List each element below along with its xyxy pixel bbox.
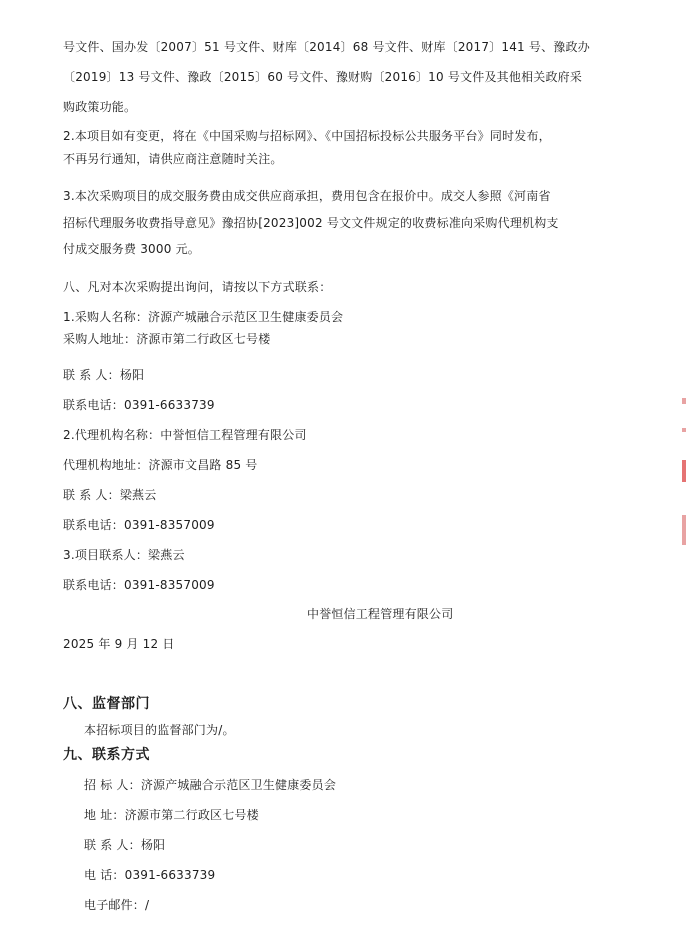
paragraph-line: 号文件、国办发〔2007〕51 号文件、财库〔2014〕68 号文件、财库〔2017〕141 号、豫政办 — [63, 40, 590, 54]
paragraph-line: 3.本次采购项目的成交服务费由成交供应商承担，费用包含在报价中。成交人参照《河南省 — [63, 189, 551, 203]
project-contact: 3.项目联系人：梁燕云 — [63, 548, 185, 562]
edge-mark — [682, 515, 686, 545]
contact-tenderer: 招 标 人：济源产城融合示范区卫生健康委员会 — [84, 778, 337, 792]
document-date: 2025 年 9 月 12 日 — [63, 637, 175, 651]
contact-address: 地 址：济源市第二行政区七号楼 — [84, 808, 259, 822]
paragraph-line: 不再另行通知，请供应商注意随时关注。 — [63, 152, 283, 166]
purchaser-contact: 联 系 人：杨阳 — [63, 368, 145, 382]
contact-email: 电子邮件：/ — [84, 898, 150, 912]
agency-phone: 联系电话：0391-8357009 — [63, 518, 215, 532]
agency-name: 2.代理机构名称：中誉恒信工程管理有限公司 — [63, 428, 307, 442]
paragraph-line: 招标代理服务收费指导意见》豫招协[2023]002 号文文件规定的收费标准向采购代理机构支 — [63, 216, 559, 230]
purchaser-address: 采购人地址：济源市第二行政区七号楼 — [63, 332, 271, 346]
paragraph-line: 购政策功能。 — [63, 100, 137, 114]
agency-contact: 联 系 人：梁燕云 — [63, 488, 157, 502]
company-signature: 中誉恒信工程管理有限公司 — [307, 607, 454, 621]
contact-person: 联 系 人：杨阳 — [84, 838, 166, 852]
purchaser-phone: 联系电话：0391-6633739 — [63, 398, 215, 412]
purchaser-name: 1.采购人名称：济源产城融合示范区卫生健康委员会 — [63, 310, 344, 324]
agency-address: 代理机构地址：济源市文昌路 85 号 — [63, 458, 258, 472]
edge-mark — [682, 398, 686, 404]
section-heading-supervision: 八、监督部门 — [63, 696, 150, 712]
paragraph-line: 〔2019〕13 号文件、豫政〔2015〕60 号文件、豫财购〔2016〕10 号文件及其他相关政府采 — [63, 70, 583, 84]
project-phone: 联系电话：0391-8357009 — [63, 578, 215, 592]
contact-phone: 电 话：0391-6633739 — [84, 868, 216, 882]
section-heading-contact: 九、联系方式 — [63, 747, 150, 763]
edge-mark — [682, 428, 686, 432]
edge-mark — [682, 460, 686, 482]
inquiry-heading: 八、凡对本次采购提出询问，请按以下方式联系： — [63, 280, 332, 294]
paragraph-line: 2.本项目如有变更，将在《中国采购与招标网》、《中国招标投标公共服务平台》同时发布， — [63, 129, 551, 143]
supervision-text: 本招标项目的监督部门为/。 — [84, 723, 235, 737]
paragraph-line: 付成交服务费 3000 元。 — [63, 242, 200, 256]
